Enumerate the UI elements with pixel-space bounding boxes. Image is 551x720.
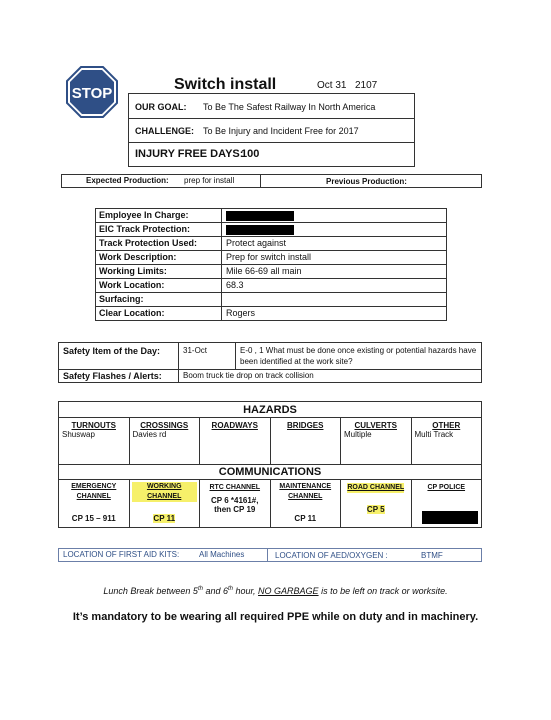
header-number: 2107 <box>355 80 378 91</box>
hazard-cell <box>411 418 482 465</box>
hazard-cell <box>341 418 412 465</box>
work-info-label: Track Protection Used: <box>96 237 222 251</box>
channel-cell <box>341 480 412 528</box>
hazards-communications-table <box>58 401 482 528</box>
page-title: Switch install <box>174 76 277 93</box>
channel-header: RTC CHANNEL <box>209 484 261 491</box>
safety-item-text: E-0 , 1 What must be done once existing or potential hazards have been identified at the work site? <box>236 343 482 370</box>
channel-header: CP POLICE <box>427 484 466 491</box>
channel-cell <box>129 480 200 528</box>
channel-value: CP 6 *4161#, then CP 19 <box>211 496 259 514</box>
expected-production-label: Expected Production: <box>86 176 169 185</box>
first-aid-value: All Machines <box>199 550 245 559</box>
channel-header: WORKING CHANNEL <box>132 482 198 502</box>
hazard-value: Davies rd <box>132 430 167 439</box>
hazard-cell <box>129 418 200 465</box>
channel-cell <box>200 480 271 528</box>
channel-header: EMERGENCY CHANNEL <box>71 483 117 500</box>
redacted-value <box>222 223 447 237</box>
aed-value: BTMF <box>421 551 443 560</box>
hazard-cell <box>200 418 271 465</box>
safety-item-date: 31-Oct <box>179 343 236 370</box>
channel-value: CP 15 – 911 <box>71 514 116 523</box>
channel-header: ROAD CHANNEL <box>347 484 405 491</box>
work-info-row <box>96 265 447 279</box>
redaction-bar <box>226 211 294 221</box>
work-info-label: Work Location: <box>96 279 222 293</box>
hazard-value: Shuswap <box>62 430 95 439</box>
hazard-header: CULVERTS <box>354 421 398 430</box>
hazard-header: BRIDGES <box>287 421 324 430</box>
safety-item-label: Safety Item of the Day: <box>59 343 179 370</box>
work-info-label: EIC Track Protection: <box>96 223 222 237</box>
channel-value: CP 11 <box>294 514 317 523</box>
work-info-label: Surfacing: <box>96 293 222 307</box>
redaction-bar <box>422 511 478 524</box>
work-info-value: 68.3 <box>222 279 447 293</box>
work-info-row <box>96 307 447 321</box>
work-info-value <box>222 293 447 307</box>
hazard-value: Multi Track <box>414 430 454 439</box>
channel-cell <box>59 480 130 528</box>
hazard-header: TURNOUTS <box>71 421 116 430</box>
hazard-cell <box>270 418 341 465</box>
work-info-row <box>96 223 447 237</box>
no-garbage-emphasis: NO GARBAGE <box>258 586 319 596</box>
injury-free-label: INJURY FREE DAYS: <box>135 148 244 160</box>
goal-text: To Be The Safest Railway In North America <box>203 102 376 112</box>
channel-cell <box>270 480 341 528</box>
first-aid-label: LOCATION OF FIRST AID KITS: <box>63 550 180 559</box>
work-info-row <box>96 251 447 265</box>
redaction-bar <box>226 225 294 235</box>
hazard-cell <box>59 418 130 465</box>
challenge-label: CHALLENGE: <box>135 126 194 136</box>
work-info-table <box>95 208 447 321</box>
work-info-label: Clear Location: <box>96 307 222 321</box>
aed-label: LOCATION OF AED/OXYGEN : <box>275 551 388 560</box>
redacted-value <box>222 209 447 223</box>
work-info-label: Employee In Charge: <box>96 209 222 223</box>
work-info-value: Rogers <box>222 307 447 321</box>
challenge-text: To Be Injury and Incident Free for 2017 <box>203 126 359 136</box>
goals-box <box>128 93 415 167</box>
safety-flash-text: Boom truck tie drop on track collision <box>179 370 482 383</box>
hazard-header: OTHER <box>432 421 461 430</box>
hazard-value: Multiple <box>344 430 372 439</box>
lunch-break-note: Lunch Break between 5th and 6th hour, NO GARBAGE is to be left on track or worksite. <box>103 586 448 596</box>
work-info-row <box>96 209 447 223</box>
communications-title: COMMUNICATIONS <box>59 465 482 480</box>
work-info-value: Prep for switch install <box>222 251 447 265</box>
production-row <box>61 174 482 188</box>
channel-header: MAINTENANCE CHANNEL <box>279 483 332 500</box>
previous-production-label: Previous Production: <box>326 177 407 186</box>
channel-cell <box>411 480 482 528</box>
safety-table <box>58 342 482 383</box>
safety-flash-label: Safety Flashes / Alerts: <box>59 370 179 383</box>
channel-value: CP 11 <box>153 514 176 523</box>
hazard-header: ROADWAYS <box>211 421 258 430</box>
work-info-label: Working Limits: <box>96 265 222 279</box>
stop-sign-icon <box>66 66 118 118</box>
hazard-header: CROSSINGS <box>140 421 189 430</box>
work-info-row <box>96 237 447 251</box>
work-info-value: Mile 66-69 all main <box>222 265 447 279</box>
work-info-row <box>96 279 447 293</box>
hazards-title: HAZARDS <box>59 402 482 418</box>
locations-row <box>58 548 482 562</box>
header-date: Oct 31 <box>317 80 347 91</box>
goal-label: OUR GOAL: <box>135 102 187 112</box>
injury-free-value: 100 <box>241 148 260 160</box>
work-info-row <box>96 293 447 307</box>
work-info-value: Protect against <box>222 237 447 251</box>
ppe-notice: It’s mandatory to be wearing all required PPE while on duty and in machinery. <box>72 611 479 623</box>
channel-value: CP 5 <box>366 505 385 514</box>
work-info-label: Work Description: <box>96 251 222 265</box>
expected-production-value: prep for install <box>184 176 235 185</box>
stop-sign-text: STOP <box>71 85 113 102</box>
